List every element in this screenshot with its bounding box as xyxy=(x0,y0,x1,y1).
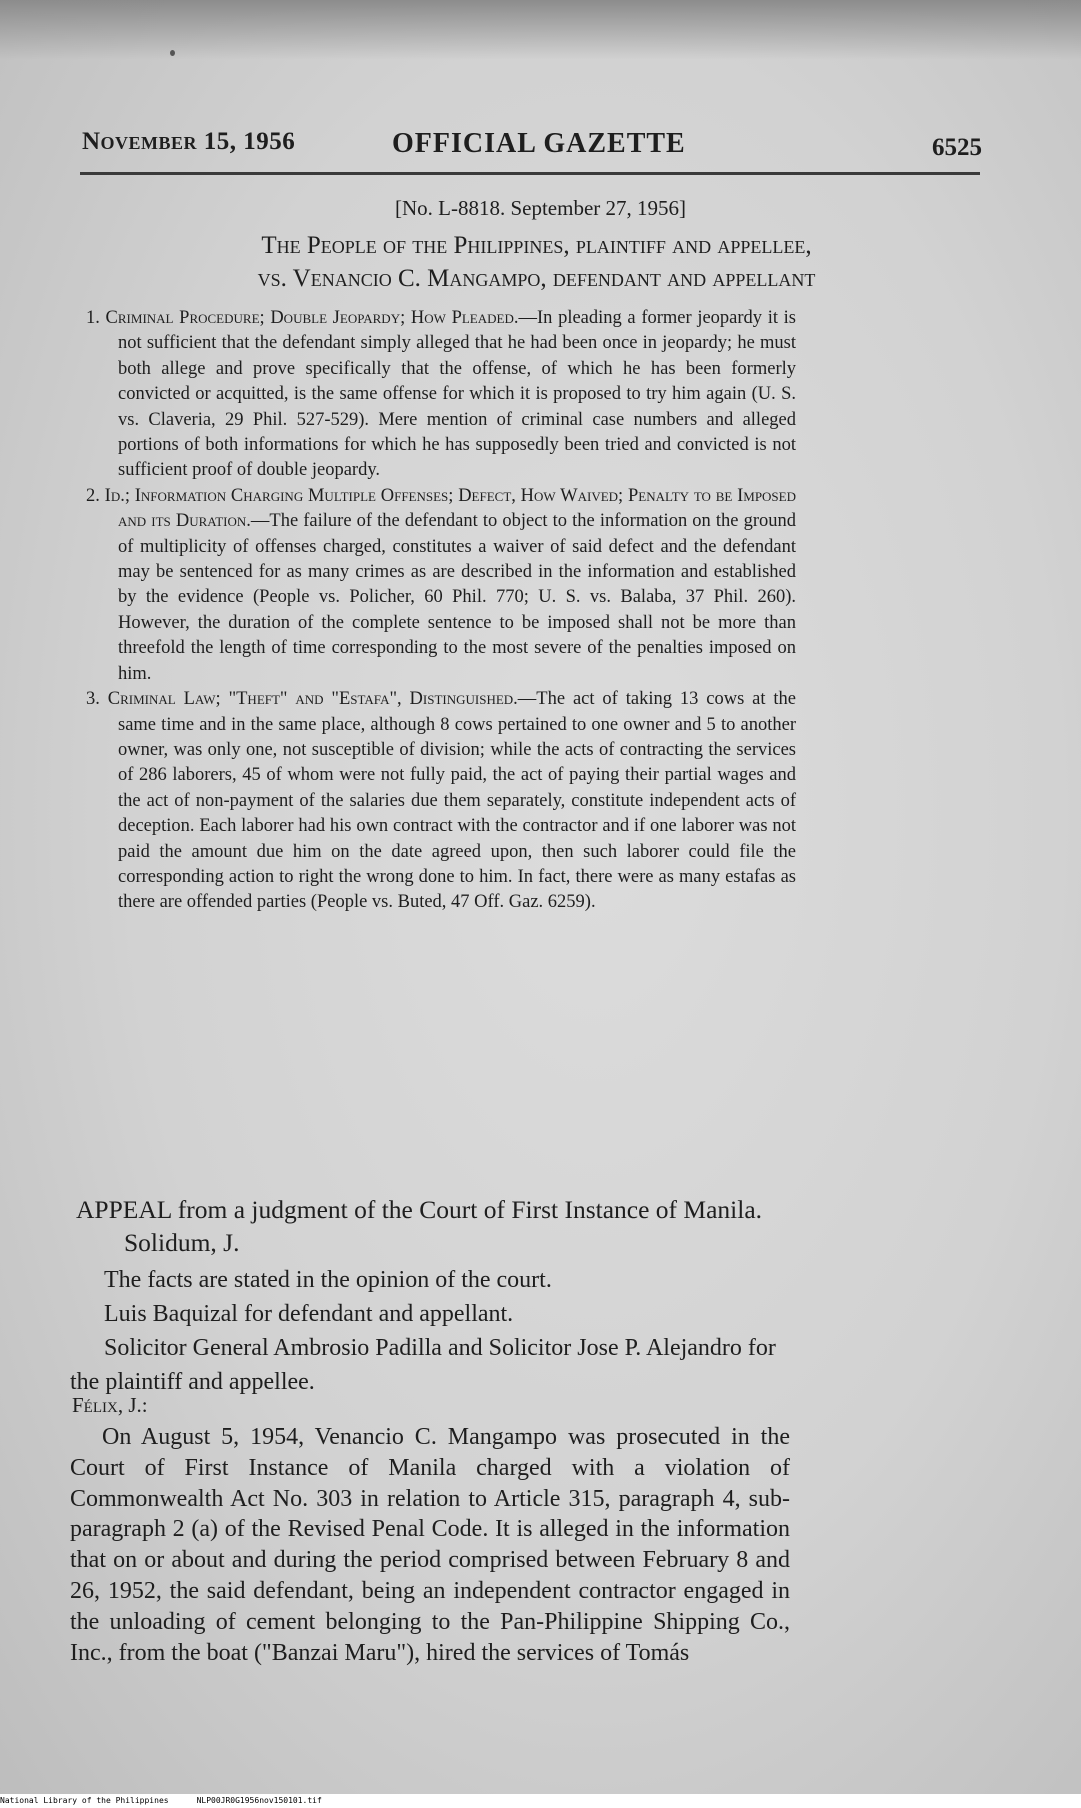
ponente: Félix, J.: xyxy=(72,1393,148,1417)
defendant-counsel: Luis Baquizal for defendant and appellant. xyxy=(104,1301,514,1327)
syllabus-text: —The act of taking 13 cows at the same time and in the same place, although 8 cows pertained to one owner and 5 to another owner, was only one, not susceptible of division; while the acts of contracting the services of 286 laborers, 45 of whom were not fully paid, the act of paying their partial wages and the act of non-payment of the salaries due them separately, constitute independent acts of deception. Each laborer had his own contract with the contractor and if one laborer was not paid the amount due him on the date agreed upon, then such laborer could file the corresponding action to right the wrong done to him. In fact, there were as many estafas as there are offended parties (People vs. Buted, 47 Off. Gaz. 6259). xyxy=(118,689,797,913)
syllabus-text: —In pleading a former jeopardy it is not sufficient that the defendant simply alleged that he had been once in jeopardy; he must both allege and prove specifically that the offense, of which he has been formerly convicted or acquitted, is the same offense for which it is proposed to try him again (U. S. vs. Claveria, 29 Phil. 527-529). Mere mention of criminal case numbers and alleged portions of both informations for which he has supposedly been tried and convicted is not sufficient proof of double jeopardy. xyxy=(118,308,796,481)
facts-statement: The facts are stated in the opinion of the court. xyxy=(104,1267,552,1293)
case-parties xyxy=(84,229,989,295)
footer-library: National Library of the Philippines xyxy=(0,1796,169,1805)
syllabus-heading: Id.; Information Charging Multiple Offenses; Defect, How Waived; Penalty to be Imposed and its Duration. xyxy=(104,485,796,532)
header-page-number: 6525 xyxy=(932,134,982,161)
syllabus-text: —The failure of the defendant to object to the information on the ground of multiplicity of offenses charged, constitutes a waiver of said defect and the defendant may be sentenced for as many crimes as are described in the information and established by the evidence (People vs. Policher, 60 Phil. 770; U. S. vs. Balaba, 37 Phil. 260). However, the duration of the complete sentence to be imposed shall not be more than threefold the length of time corresponding to the most severe of the penalties imposed on him. xyxy=(118,511,797,684)
footer-file: NLP00JR0G1956nov150101.tif xyxy=(196,1796,322,1805)
plaintiff-counsel: Solicitor General Ambrosio Padilla and Solicitor Jose P. Alejandro for the plaintiff and appellee. xyxy=(70,1335,776,1395)
syllabus-item xyxy=(84,687,796,916)
syllabus-number: 1. xyxy=(86,308,100,328)
appeal-line xyxy=(76,1193,788,1259)
syllabus-item xyxy=(84,306,796,484)
scan-shadow xyxy=(0,0,1081,60)
page-header xyxy=(82,128,982,168)
parties-line-1: The People of the Philippines, plaintiff and appellee, xyxy=(261,232,812,259)
counsel-block xyxy=(70,1263,790,1399)
header-rule xyxy=(80,172,980,175)
syllabus xyxy=(84,306,796,916)
syllabus-number: 3. xyxy=(86,689,100,710)
syllabus-item xyxy=(84,484,796,687)
syllabus-number: 2. xyxy=(86,485,100,506)
scan-speck xyxy=(170,50,175,56)
header-publication: OFFICIAL GAZETTE xyxy=(392,128,686,159)
syllabus-heading: Criminal Procedure; Double Jeopardy; How Pleaded. xyxy=(105,308,519,328)
case-number: [No. L-8818. September 27, 1956] xyxy=(394,196,687,220)
syllabus-heading: Criminal Law; "Theft" and "Estafa", Distinguished. xyxy=(107,689,518,710)
scan-footer xyxy=(0,1794,1081,1808)
parties-line-2: vs. Venancio C. Mangampo, defendant and appellant xyxy=(257,265,816,292)
opinion-body xyxy=(70,1422,790,1668)
header-date: November 15, 1956 xyxy=(82,128,296,155)
opinion-paragraph: On August 5, 1954, Venancio C. Mangampo was prosecuted in the Court of First Instance of Manila charged with a violation of Commonwealth Act No. 303 in relation to Article 315, paragraph 4, sub-paragraph 2 (a) of the Revised Penal Code. It is alleged in the information that on or about and during the period comprised between February 8 and 26, 1952, the said defendant, being an independent contractor engaged in the unloading of cement belonging to the Pan-Philippine Shipping Co., Inc., from the boat ("Banzai Maru"), hired the services of Tomás xyxy=(70,1424,790,1666)
appeal-text: APPEAL from a judgment of the Court of First Instance of Manila. Solidum, J. xyxy=(76,1195,763,1257)
